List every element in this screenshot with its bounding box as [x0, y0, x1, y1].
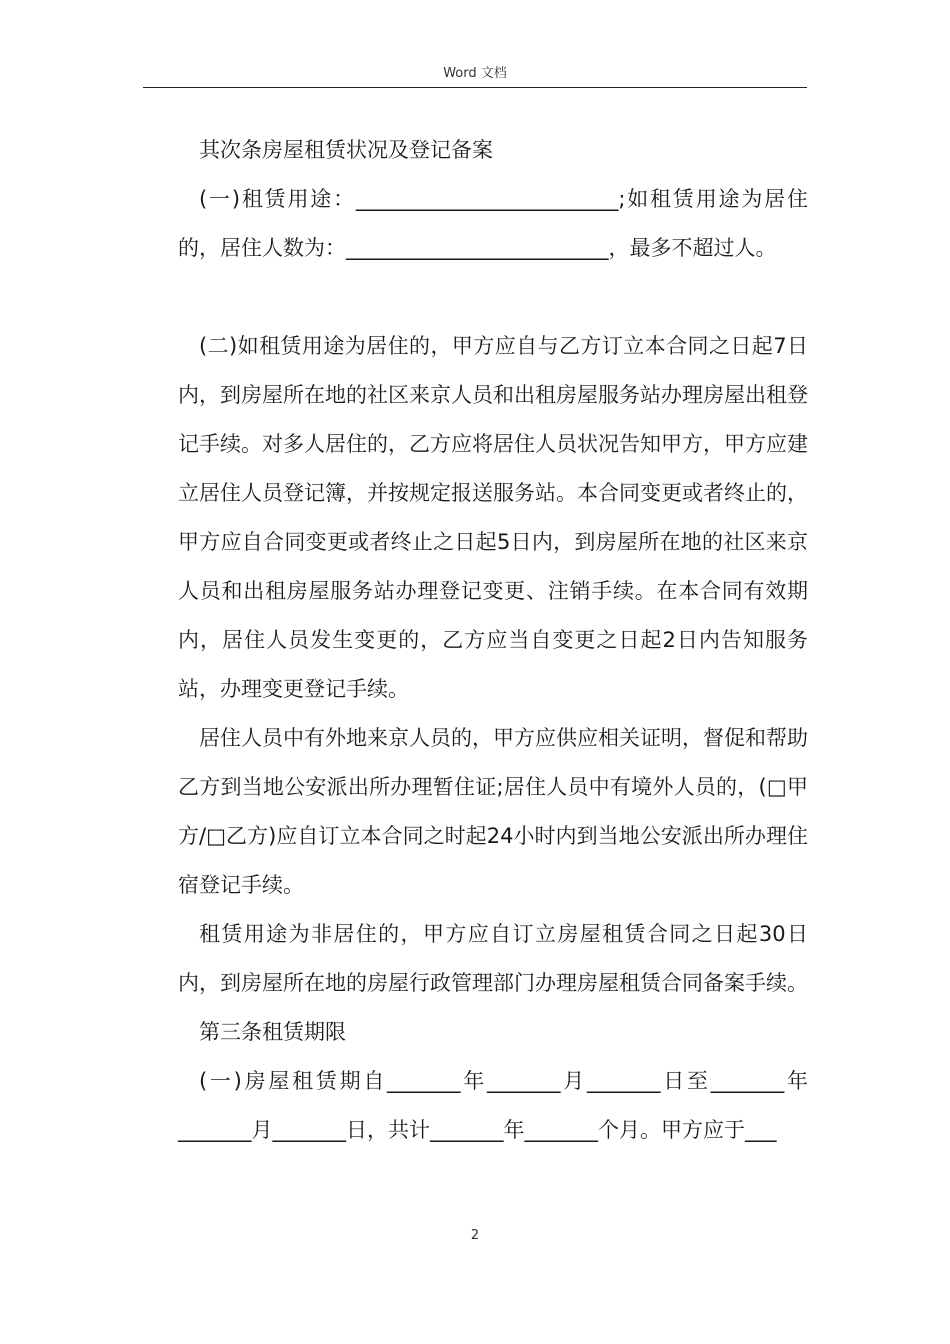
- paragraph-lease-term: (一)房屋租赁期自_______年_______月_______日至_______年_______月_______日，共计_______年_______个月。甲方应于___: [178, 1069, 808, 1142]
- paragraph-nonlocal-residents: 居住人员中有外地来京人员的，甲方应供应相关证明，督促和帮助乙方到当地公安派出所办理暂住证;居住人员中有境外人员的，(□甲方/□乙方)应自订立本合同之时起24小时内到当地公安派出所办理住宿登记手续。: [178, 726, 808, 897]
- section-heading-3: 第三条租赁期限: [199, 1020, 346, 1044]
- paragraph-registration: (二)如租赁用途为居住的，甲方应自与乙方订立本合同之日起7日内，到房屋所在地的社区来京人员和出租房屋服务站办理房屋出租登记手续。对多人居住的，乙方应将居住人员状况告知甲方，甲方应建立居住人员登记簿，并按规定报送服务站。本合同变更或者终止的，甲方应自合同变更或者终止之日起5日内，到房屋所在地的社区来京人员和出租房屋服务站办理登记变更、注销手续。在本合同有效期内，居住人员发生变更的，乙方应当自变更之日起2日内告知服务站，办理变更登记手续。: [178, 334, 808, 701]
- blank-line: [178, 273, 808, 322]
- document-body: [178, 126, 808, 1155]
- page-number: 2: [470, 1228, 480, 1243]
- header-divider: [143, 87, 807, 88]
- section-heading-2: 其次条房屋租赁状况及登记备案: [199, 138, 493, 162]
- page-header: Word 文档: [443, 66, 507, 81]
- paragraph-usage: (一)租赁用途：_________________________;如租赁用途为居住的，居住人数为：_________________________，最多不超过人。: [178, 187, 808, 260]
- paragraph-nonresidential: 租赁用途为非居住的，甲方应自订立房屋租赁合同之日起30日内，到房屋所在地的房屋行政管理部门办理房屋租赁合同备案手续。: [178, 922, 808, 995]
